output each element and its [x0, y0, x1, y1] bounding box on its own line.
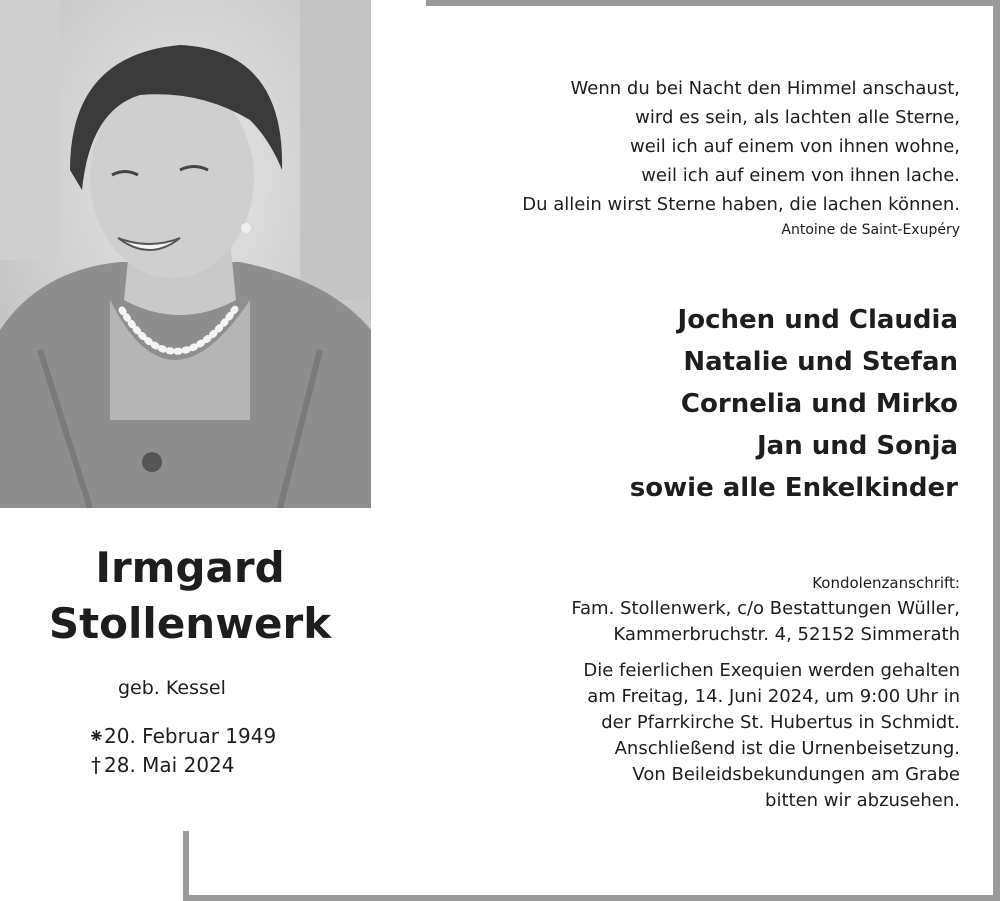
- deceased-name: [30, 540, 350, 652]
- birth-star-icon: ⁕: [88, 724, 105, 748]
- funeral-line: am Freitag, 14. Juni 2024, um 9:00 Uhr in: [587, 686, 960, 707]
- quote-line: Wenn du bei Nacht den Himmel anschaust,: [570, 78, 960, 99]
- birth-date: 20. Februar 1949: [104, 724, 277, 748]
- funeral-line: der Pfarrkirche St. Hubertus in Schmidt.: [601, 712, 960, 733]
- death-cross-icon: †: [91, 753, 101, 777]
- funeral-line: Anschließend ist die Urnenbeisetzung.: [614, 738, 960, 759]
- family-list: [630, 299, 958, 509]
- frame-right-border: [993, 0, 1000, 901]
- quote-author: Antoine de Saint-Exupéry: [781, 222, 960, 238]
- life-dates: [88, 722, 276, 780]
- death-date-row: [88, 751, 276, 780]
- family-member: Natalie und Stefan: [683, 347, 958, 377]
- funeral-line: Die feierlichen Exequien werden gehalten: [583, 660, 960, 681]
- birth-name: geb. Kessel: [118, 677, 226, 699]
- quote-line: weil ich auf einem von ihnen wohne,: [629, 136, 960, 157]
- frame-top-border: [426, 0, 1000, 6]
- first-name: Irmgard: [95, 543, 285, 592]
- quote-line: wird es sein, als lachten alle Sterne,: [635, 107, 960, 128]
- condolence-label: Kondolenzanschrift:: [812, 574, 960, 592]
- family-member: Jan und Sonja: [756, 431, 958, 461]
- address-line: Kammerbruchstr. 4, 52152 Simmerath: [613, 624, 960, 645]
- portrait-photo: [0, 0, 371, 508]
- family-member: sowie alle Enkelkinder: [629, 473, 958, 503]
- birth-date-row: [88, 722, 276, 751]
- condolence-info: [571, 570, 960, 814]
- quote-line: weil ich auf einem von ihnen lache.: [641, 165, 960, 186]
- family-member: Cornelia und Mirko: [680, 389, 958, 419]
- quote-line: Du allein wirst Sterne haben, die lachen können.: [522, 194, 960, 215]
- frame-bottom-border: [183, 895, 1000, 901]
- address-line: Fam. Stollenwerk, c/o Bestattungen Wüller,: [571, 598, 960, 619]
- family-member: Jochen und Claudia: [677, 305, 958, 335]
- funeral-line: Von Beileidsbekundungen am Grabe: [632, 764, 960, 785]
- death-date: 28. Mai 2024: [104, 753, 235, 777]
- last-name: Stollenwerk: [48, 599, 332, 648]
- funeral-line: bitten wir abzusehen.: [765, 790, 960, 811]
- frame-left-border: [183, 831, 189, 901]
- memorial-quote: [522, 74, 960, 241]
